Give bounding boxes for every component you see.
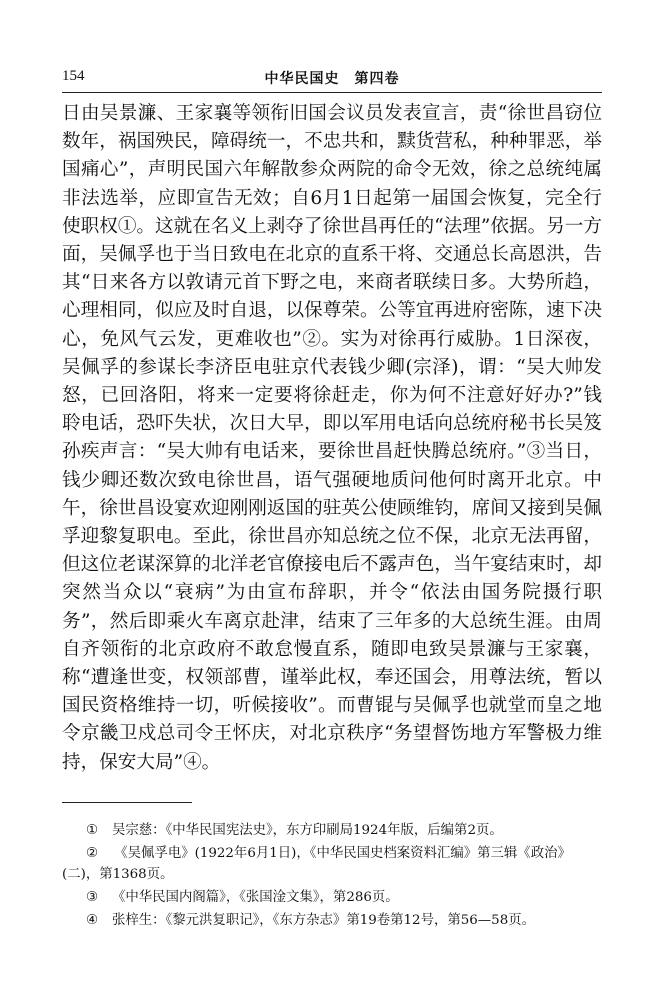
body-paragraph: 日由吴景濂、王家襄等领衔旧国会议员发表宣言，责“徐世昌窃位数年，祸国殃民，障碍统一，不忠共和，黩货营私，种种罪恶，举国痛心”，声明民国六年解散参众两院的命令无效，徐之总统纯属非法选举，应即宣告无效；自6月1日起第一届国会恢复，完全行使职权①。这就在名义上剥夺了徐世昌再任的“法理”依据。另一方面，吴佩孚也于当日致电在北京的直系干将、交通总长高恩洪，告其“日来各方以敦请元首下野之电，来商者联续日多。大势所趋，心理相同，似应及时自退，以保尊荣。公等宜再进府密陈，速下决心，免风气云发，更难收也”②。实为对徐再行威胁。1日深夜，吴佩孚的参谋长李济臣电驻京代表钱少卿(宗泽)，谓：“吴大帅发怒，已回洛阳，将来一定要将徐赶走，你为何不注意好好办?”钱聆电话，恐吓失状，次日大早，即以军用电话向总统府秘书长吴笈孙疾声言：“吴大帅有电话来，要徐世昌赶快腾总统府。”③当日，钱少卿还数次致电徐世昌，语气强硬地质问他何时离开北京。中午，徐世昌设宴欢迎刚刚返国的驻英公使顾维钧，席间又接到吴佩孚迎黎复职电。至此，徐世昌亦知总统之位不保，北京无法再留，但这位老谋深算的北洋老官僚接电后不露声色，当午宴结束时，却突然当众以“衰病”为由宣布辞职，并令“依法由国务院摄行职务”，然后即乘火车离京赴津，结束了三年多的大总统生涯。由周自齐领衔的北京政府不敢怠慢直系，随即电致吴景濂与王家襄，称“遭逢世变，权领部曹，谨举此权，奉还国会，用尊法统，暂以国民资格维持一切，听候接收”。而曹锟与吴佩孚也就堂而皇之地令京畿卫戍总司令王怀庆，对北京秩序“务望督饬地方军警极力维持，保安大局”④。 [62,103,602,773]
footnote-text: 吴宗慈：《中华民国宪法史》，东方印刷局1924年版，后编第2页。 [112,823,503,838]
footnote-3 [62,887,602,908]
header-rule [62,92,602,93]
footnote-mark: ② [86,846,99,861]
footnote-text: 张梓生：《黎元洪复职记》，《东方杂志》第19卷第12号，第56—58页。 [112,913,535,928]
footnote-text: 《吴佩孚电》(1922年6月1日)，《中华民国史档案资料汇编》第三辑《政治》(二)，第1368页。 [62,846,571,882]
running-title: 中华民国史 第四卷 [264,71,400,87]
footnote-text: 《中华民国内阁篇》，《张国淦文集》，第286页。 [112,890,399,905]
footnote-mark: ③ [86,890,99,905]
footnote-1 [62,820,602,841]
footnotes [62,820,602,933]
page-header [62,68,602,90]
body-text [62,100,602,777]
footnote-2 [62,843,602,885]
page-number: 154 [62,68,85,84]
footnote-mark: ④ [86,913,99,928]
footnote-mark: ① [86,823,99,838]
footnote-4 [62,910,602,931]
footnote-rule [62,802,192,803]
